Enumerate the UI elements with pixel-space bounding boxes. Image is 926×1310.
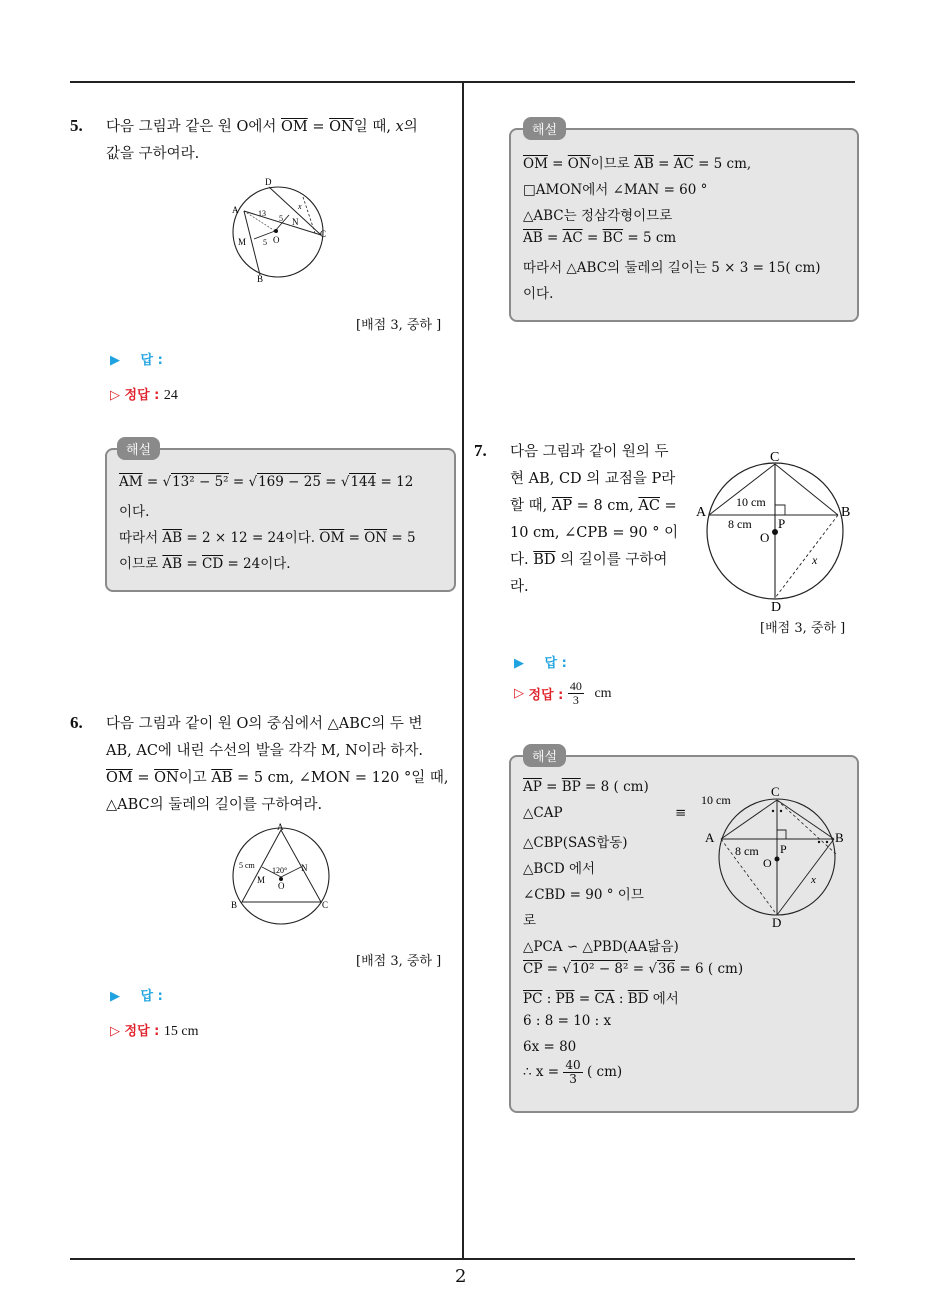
q6-sol-line6: 이다. <box>523 286 554 302</box>
q7-sol-fig-len10: 10 cm <box>701 793 731 807</box>
q7-fig-len10: 10 cm <box>736 495 766 509</box>
q5-sol-line2: 이다. <box>119 504 150 520</box>
q7-fig-label-b: B <box>841 505 851 520</box>
q7-correct-line: ▷ 정답 : $\frac{40}{3}$ cm <box>514 679 612 707</box>
q7-correct-triangle-icon: ▷ <box>514 686 524 701</box>
q7-sol-line4: △BCD 에서 <box>523 861 596 877</box>
q7-sol-line8: $\overline{CP} = √10^2 - 8^2 = √36 = 6$ ( cm) <box>523 961 744 977</box>
q7-sol-cong: ≡ <box>675 805 687 821</box>
q6-fig-angle: 120° <box>272 866 288 875</box>
q6-sol-line5: 따라서 △ABC의 둘레의 길이는 5 × 3 = 15( cm) <box>523 260 821 276</box>
q5-fig-label-b: B <box>257 274 264 284</box>
q7-sol-fig-label-p: P <box>780 842 787 856</box>
q7-sol-fig-label-c: C <box>771 784 780 799</box>
q7-sol-line6: 로 <box>523 913 537 929</box>
q7-sol-line5: ∠CBD = 90 ° 이므 <box>523 887 644 903</box>
q7-sol-line3: △CBP(SAS합동) <box>523 835 628 851</box>
q6-correct-line: ▷ 정답 : 15 cm <box>110 1024 199 1039</box>
q7-text: 다음 그림과 같이 원의 두 현 AB, CD 의 교점을 P라 할 때, $\overline{AP} = 8$ cm, $\overline{AC}$ = 10 cm, ∠CPB = 90 ° 이 다. $\overline{BD}$ 의 길이를 구하여 라. <box>510 444 679 595</box>
q7-sol-line7: △PCA ∽ △PBD(AA닮음) <box>523 939 679 955</box>
q6-figure <box>225 822 340 930</box>
q5-text: 다음 그림과 같은 원 O에서 $\overline{OM} = \overline{ON}$일 때, x의 값을 구하여라. <box>106 119 418 162</box>
q5-fig-label-a: A <box>232 205 239 215</box>
q7-sol-line9: $\overline{PC}$ : $\overline{PB} = \overline{CA}$ : $\overline{BD}$ 에서 <box>523 991 679 1007</box>
q7-sol-fig-len8: 8 cm <box>735 844 759 858</box>
q5-correct-triangle-icon: ▷ <box>110 388 120 403</box>
q7-correct-fraction: $\frac{40}{3}$ <box>569 679 582 707</box>
q6-fig-label-a: A <box>277 822 284 832</box>
q6-sol-line3: △ABC는 정삼각형이므로 <box>523 208 673 224</box>
bottom-rule <box>70 1258 855 1260</box>
q5-fig-label-c: C <box>320 229 327 239</box>
q5-score: [배점 3, 중하 ] <box>356 318 442 333</box>
q5-solution-box <box>105 443 456 592</box>
q7-figure <box>692 446 862 616</box>
q5-fig-label-m: M <box>238 237 247 247</box>
q7-sol-line10: 6 : 8 = 10 : x <box>523 1013 612 1029</box>
q6-solution-tag: 해설 <box>523 117 566 140</box>
q7-sol-fig-label-b: B <box>835 830 844 845</box>
q7-sol-fig-label-o: O <box>763 856 772 870</box>
q5-fig-len-13: 13 <box>258 209 266 218</box>
q5-figure <box>225 175 340 290</box>
q7-sol-line2: △CAP <box>523 805 563 821</box>
page-number: 2 <box>455 1266 467 1287</box>
q6-sol-line4: $\overline{AB} = \overline{AC} = \overline{BC} = 5$ cm <box>523 230 677 246</box>
q6-fig-label-m: M <box>257 875 266 885</box>
q7-fig-label-d: D <box>771 600 782 615</box>
q7-sol-line11: 6x = 80 <box>523 1039 577 1055</box>
q5-answer-triangle-icon: ▶ <box>110 353 120 368</box>
q6-correct-value: 15 cm <box>163 1024 199 1039</box>
column-divider <box>462 82 464 1259</box>
q6-score: [배점 3, 중하 ] <box>356 954 442 969</box>
q6-number: 6. <box>70 713 83 732</box>
q7-sol-fig-label-a: A <box>705 830 715 845</box>
q7-fig-len8: 8 cm <box>728 517 752 531</box>
q5-fig-label-o: O <box>273 235 280 245</box>
q5-sol-line4: 이므로 $\overline{AB} = \overline{CD} = 24$이다. <box>119 556 291 572</box>
q6-answer-triangle-icon: ▶ <box>110 989 120 1004</box>
q6-fig-label-n: N <box>301 863 308 873</box>
q7-answer-line: ▶ 답 : <box>514 656 567 671</box>
q6-answer-line: ▶ 답 : <box>110 989 163 1004</box>
q7-fig-label-p: P <box>778 516 786 531</box>
q6-fig-label-o: O <box>278 881 285 891</box>
q6-fig-label-b: B <box>231 900 238 910</box>
q5-sol-line3: 따라서 $\overline{AB} = 2 \times 12 = 24$이다. $\overline{OM} = \overline{ON} = 5$ <box>119 530 416 546</box>
q7-fig-label-a: A <box>696 505 707 520</box>
q5-fig-len-5a: 5 <box>279 214 283 223</box>
q5-fig-label-d: D <box>265 177 272 187</box>
q6-sol-line1: $\overline{OM} = \overline{ON}$이므로 $\overline{AB} = \overline{AC} = 5$ cm, <box>523 156 752 172</box>
q6-fig-label-c: C <box>322 900 329 910</box>
q7-number: 7. <box>474 441 487 460</box>
q7-solution-box <box>509 750 859 1113</box>
q5-fig-len-5b: 5 <box>263 238 267 247</box>
q7-fig-len-x: x <box>812 553 818 567</box>
q6-text: 다음 그림과 같이 원 O의 중심에서 △ABC의 두 변 AB, AC에 내린 수선의 발을 각각 M, N이라 하자. $\overline{OM} = \overline{ON}$이고 $\overline{AB} = 5$ cm, ∠MON = 120 °일 때, △ABC의 둘레의 길이를 구하여라. <box>106 716 449 813</box>
q5-number: 5. <box>70 116 83 135</box>
q5-correct-value: 24 <box>163 388 178 403</box>
q5-solution-tag: 해설 <box>117 437 160 460</box>
q7-score: [배점 3, 중하 ] <box>760 621 846 636</box>
q7-sol-fig-len-x: x <box>811 874 816 886</box>
q5-answer-line: ▶ 답 : <box>110 353 163 368</box>
q6-solution-box <box>509 123 859 322</box>
q7-solution-tag: 해설 <box>523 744 566 767</box>
q7-fig-label-o: O <box>760 530 770 545</box>
q7-sol-line12: ∴ x = $\frac{40}{3}$ ( cm) <box>523 1058 623 1086</box>
q7-sol-line1: $\overline{AP} = \overline{BP} = 8$ ( cm) <box>523 779 649 795</box>
q5-fig-len-x: x <box>298 202 302 211</box>
q5-correct-line: ▷ 정답 : 24 <box>110 388 178 403</box>
q7-sol-fig-label-d: D <box>772 915 782 930</box>
q7-answer-triangle-icon: ▶ <box>514 656 524 671</box>
q5-sol-line1: $\overline{AM} = √13^2 - 5^2 = √169 - 25 = √144 = 12$ <box>119 474 414 490</box>
q5-fig-label-n: N <box>292 217 299 227</box>
q7-solution-figure <box>701 779 851 934</box>
q6-correct-triangle-icon: ▷ <box>110 1024 120 1039</box>
q7-fig-label-c: C <box>770 450 780 465</box>
q6-fig-len: 5 cm <box>239 861 255 870</box>
q6-sol-line2: □AMON에서 ∠MAN = 60 ° <box>523 182 708 198</box>
